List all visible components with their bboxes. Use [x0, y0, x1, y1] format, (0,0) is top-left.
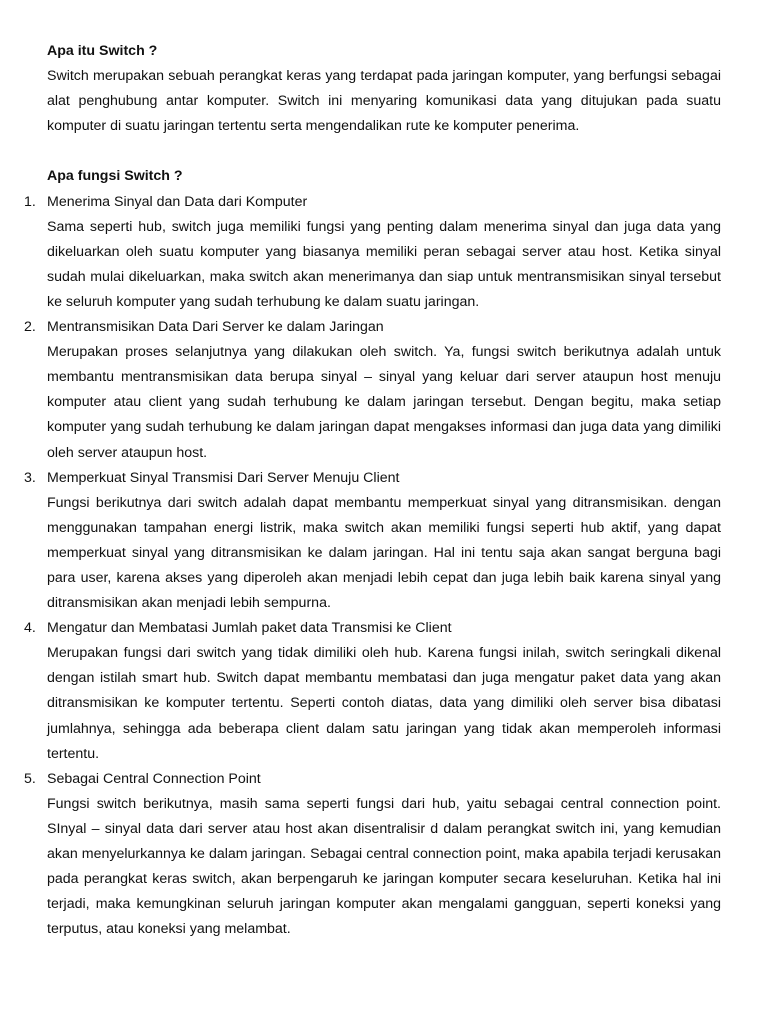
- list-item-function-5: [24, 767, 721, 943]
- list-item-number: 2.: [24, 319, 36, 336]
- list-item-function-3: [24, 466, 721, 617]
- list-item-title: Sebagai Central Connection Point: [47, 770, 261, 787]
- list-item-title: Mengatur dan Membatasi Jumlah paket data Transmisi ke Client: [47, 620, 452, 637]
- document-content: [24, 39, 721, 942]
- list-item-function-1: [24, 190, 721, 315]
- list-item-body: Sama seperti hub, switch juga memiliki fungsi yang penting dalam menerima sinyal dan juga data yang dikeluarkan oleh suatu komputer yang biasanya memiliki peran sebagai server atau host. Ketika sinyal sudah mulai dikeluarkan, maka switch akan menerimanya dan siap untuk mentransmisikan sinyal tersebut ke seluruh komputer yang sudah terhubung ke dalam suatu jaringan.: [47, 218, 721, 310]
- list-item-title: Mentransmisikan Data Dari Server ke dalam Jaringan: [47, 319, 384, 336]
- list-item-body: Fungsi switch berikutnya, masih sama seperti fungsi dari hub, yaitu sebagai central connection point. SInyal – sinyal data dari server atau host akan disentralisir d dalam perangkat switch ini, yang kemudian akan menyelurkannya ke dalam jaringan. Sebagai central connection point, maka apabila terjadi kerusakan pada perangkat keras switch, akan berpengaruh ke jaringan komputer secara keseluruhan. Ketika hal ini terjadi, maka kemungkinan seluruh jaringan komputer akan mengalami gangguan, seperti koneksi yang terputus, atau koneksi yang melambat.: [47, 795, 721, 938]
- list-item-title: Memperkuat Sinyal Transmisi Dari Server Menuju Client: [47, 469, 400, 486]
- paragraph-switch-definition: Switch merupakan sebuah perangkat keras yang terdapat pada jaringan komputer, yang berfungsi sebagai alat penghubung antar komputer. Switch ini menyaring komunikasi data yang ditujukan pada suatu komputer di suatu jaringan tertentu serta mengendalikan rute ke komputer penerima.: [47, 68, 721, 135]
- list-item-function-4: [24, 616, 721, 767]
- list-item-body: Merupakan proses selanjutnya yang dilakukan oleh switch. Ya, fungsi switch berikutnya adalah untuk membantu mentransmisikan data berupa sinyal – sinyal yang keluar dari server ataupun host menuju komputer atau client yang sudah terhubung ke dalam jaringan tersebut. Dengan begitu, maka setiap komputer yang sudah terhubung ke dalam jaringan dapat mengakses informasi dan juga data yang dimiliki oleh server ataupun host.: [47, 344, 721, 461]
- list-item-number: 4.: [24, 620, 36, 637]
- list-item-body: Merupakan fungsi dari switch yang tidak dimiliki oleh hub. Karena fungsi inilah, switch seringkali dikenal dengan istilah smart hub. Switch dapat membantu membatasi dan juga mengatur paket data yang akan ditransmisikan ke komputer tertentu. Seperti contoh diatas, data yang dimiliki oleh server bisa dibatasi jumlahnya, sehingga ada beberapa client dalam satu jaringan yang tidak akan memperoleh informasi tertentu.: [47, 645, 721, 762]
- spacer: [47, 139, 721, 164]
- list-item-body: Fungsi berikutnya dari switch adalah dapat membantu memperkuat sinyal yang ditransmisikan. dengan menggunakan tampahan energi listrik, maka switch akan memiliki fungsi seperti hub aktif, yang dapat memperkuat sinyal yang ditransmisikan ke dalam jaringan. Hal ini tentu saja akan sangat berguna bagi para user, karena akses yang diperoleh akan menjadi lebih cepat dan juga lebih baik karena sinyal yang ditransmisikan akan menjadi lebih sempurna.: [47, 494, 721, 612]
- list-item-number: 3.: [24, 469, 36, 486]
- list-item-title: Menerima Sinyal dan Data dari Komputer: [47, 193, 308, 210]
- list-item-function-2: [24, 315, 721, 466]
- section-heading-what-is-switch: Apa itu Switch ?: [47, 43, 158, 59]
- list-item-number: 5.: [24, 770, 36, 787]
- switch-functions-list: [24, 190, 721, 943]
- list-item-number: 1.: [24, 193, 36, 210]
- section-heading-switch-functions: Apa fungsi Switch ?: [47, 168, 183, 185]
